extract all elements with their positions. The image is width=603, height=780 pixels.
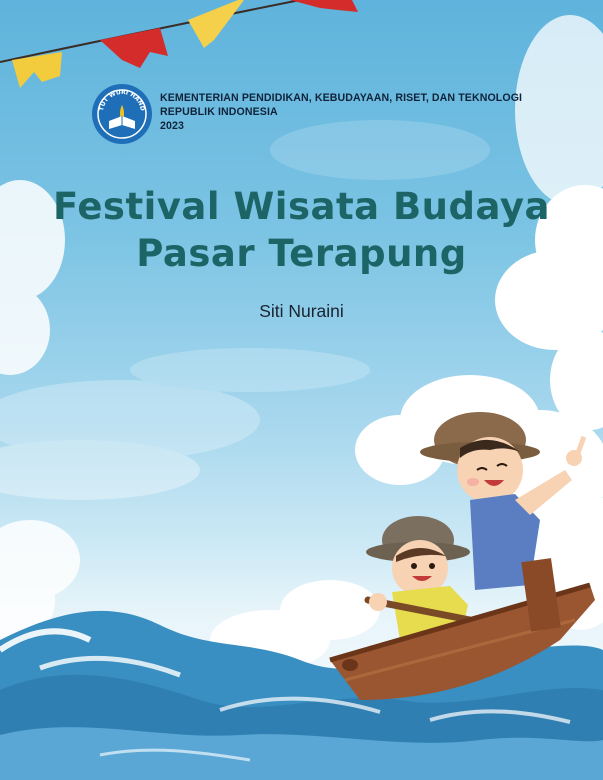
svg-text:TUT WURI HANDAYANI: TUT WURI HAND: [98, 88, 146, 112]
country-name: REPUBLIK INDONESIA: [160, 106, 278, 118]
book-title-line-2: Pasar Terapung: [136, 232, 467, 275]
book-title-line-1: Festival Wisata Budaya: [53, 185, 550, 228]
younger-child: [366, 516, 470, 640]
book-title: [0, 183, 603, 277]
publisher-block: [160, 91, 522, 133]
ministry-logo: [91, 83, 153, 145]
publication-year: 2023: [160, 120, 184, 132]
author-name: Siti Nuraini: [259, 301, 344, 321]
tut-wuri-handayani-emblem-icon: [91, 83, 153, 145]
ministry-name: KEMENTERIAN PENDIDIKAN, KEBUDAYAAN, RISET, DAN TEKNOLOGI: [160, 92, 523, 104]
wooden-boat: [330, 558, 595, 700]
